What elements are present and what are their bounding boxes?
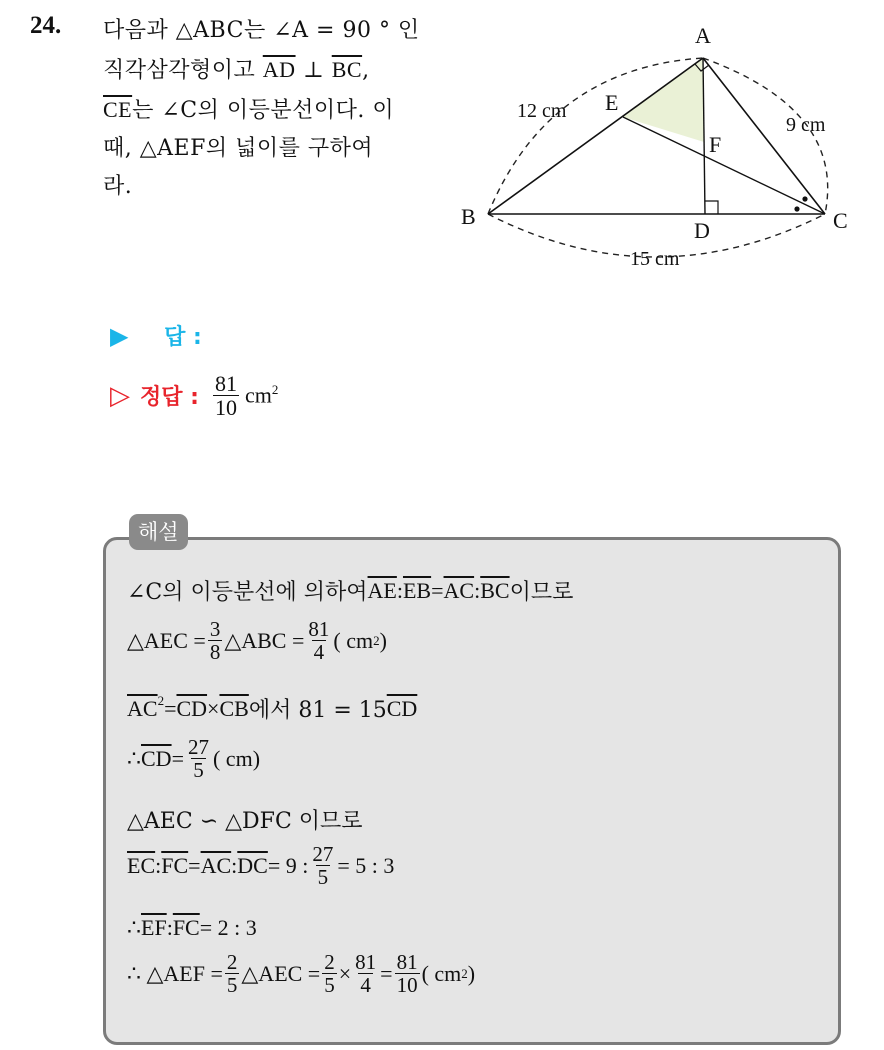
- answer-row: [110, 320, 202, 351]
- label-d: D: [694, 218, 710, 243]
- label-b: B: [461, 204, 476, 229]
- correct-answer-row: [110, 372, 278, 419]
- right-angle-d: [705, 201, 718, 214]
- solution-line-8: ∴ △AEF = $\frac{2}{5}$ △AEC = $\frac{2}{5}$ × $\frac{81}{4}$ = $\frac{81}{10}$ ( cm 2 ): [127, 950, 476, 998]
- answer-unit: $cm^2$: [244, 382, 279, 408]
- triangle-figure: [455, 18, 865, 280]
- label-a: A: [695, 23, 711, 48]
- solution-line-3: $\overline{AC}$ $^2$ = $\overline{CD}$ × $\overline{CB}$ 에서 81 = 15 $\overline{CD}$: [127, 693, 418, 723]
- problem-line-1: 다음과 △ABC는 ∠A = 90 ° 인: [103, 18, 420, 43]
- problem-number: 24.: [30, 12, 62, 39]
- solution-line-4: ∴ $\overline{CD}$ = $\frac{27}{5}$ ( cm): [127, 735, 261, 783]
- altitude-ad: [703, 58, 705, 214]
- problem-line-5: 라.: [103, 174, 133, 199]
- solution-line-6: $\overline{EC}$ : $\overline{FC}$ = $\overline{AC}$ : $\overline{DC}$ = 9 : $\frac{27}{5}$ = 5 : 3: [127, 842, 395, 890]
- play-arrow-icon: ▶: [110, 322, 129, 350]
- label-c: C: [833, 208, 848, 233]
- problem-line-2: 직각삼각형이고 $\overline{AD}$ ⊥ $\overline{BC}$,: [103, 57, 370, 83]
- outline-arrow-icon: ▷: [110, 380, 130, 411]
- problem-line-3: $\overline{CE}$는 ∠C의 이등분선이다. 이: [103, 97, 395, 123]
- answer-label: 답 :: [164, 325, 202, 350]
- side-ac: [703, 58, 825, 214]
- solution-badge: 해설: [129, 514, 188, 550]
- label-f: F: [709, 132, 722, 157]
- correct-answer-label: 정답 :: [140, 385, 199, 411]
- solution-line-2: △AEC = $\frac{3}{8}$ △ABC = $\frac{81}{4}$ ( cm 2 ): [127, 617, 387, 665]
- solution-line-1: ∠C의 이등분선에 의하여 $\overline{AE}$ : $\overline{EB}$ = $\overline{AC}$ : $\overline{BC}$ 이므로: [127, 577, 574, 605]
- length-bc: 15 cm: [630, 248, 680, 270]
- label-e: E: [605, 90, 619, 115]
- length-ac: 9 cm: [786, 114, 826, 136]
- solution-line-7: ∴ $\overline{EF}$ : $\overline{FC}$ = 2 : 3: [127, 915, 257, 940]
- angle-mark-dot-1: [802, 196, 807, 201]
- length-ab: 12 cm: [517, 100, 567, 122]
- problem-line-4: 때, △AEF의 넓이를 구하여: [103, 136, 374, 161]
- solution-line-5: △AEC ∽ △DFC 이므로: [127, 809, 363, 834]
- angle-mark-dot-2: [794, 206, 799, 211]
- answer-fraction: $\frac{81}{10}$: [214, 371, 237, 421]
- side-ab: [488, 58, 703, 214]
